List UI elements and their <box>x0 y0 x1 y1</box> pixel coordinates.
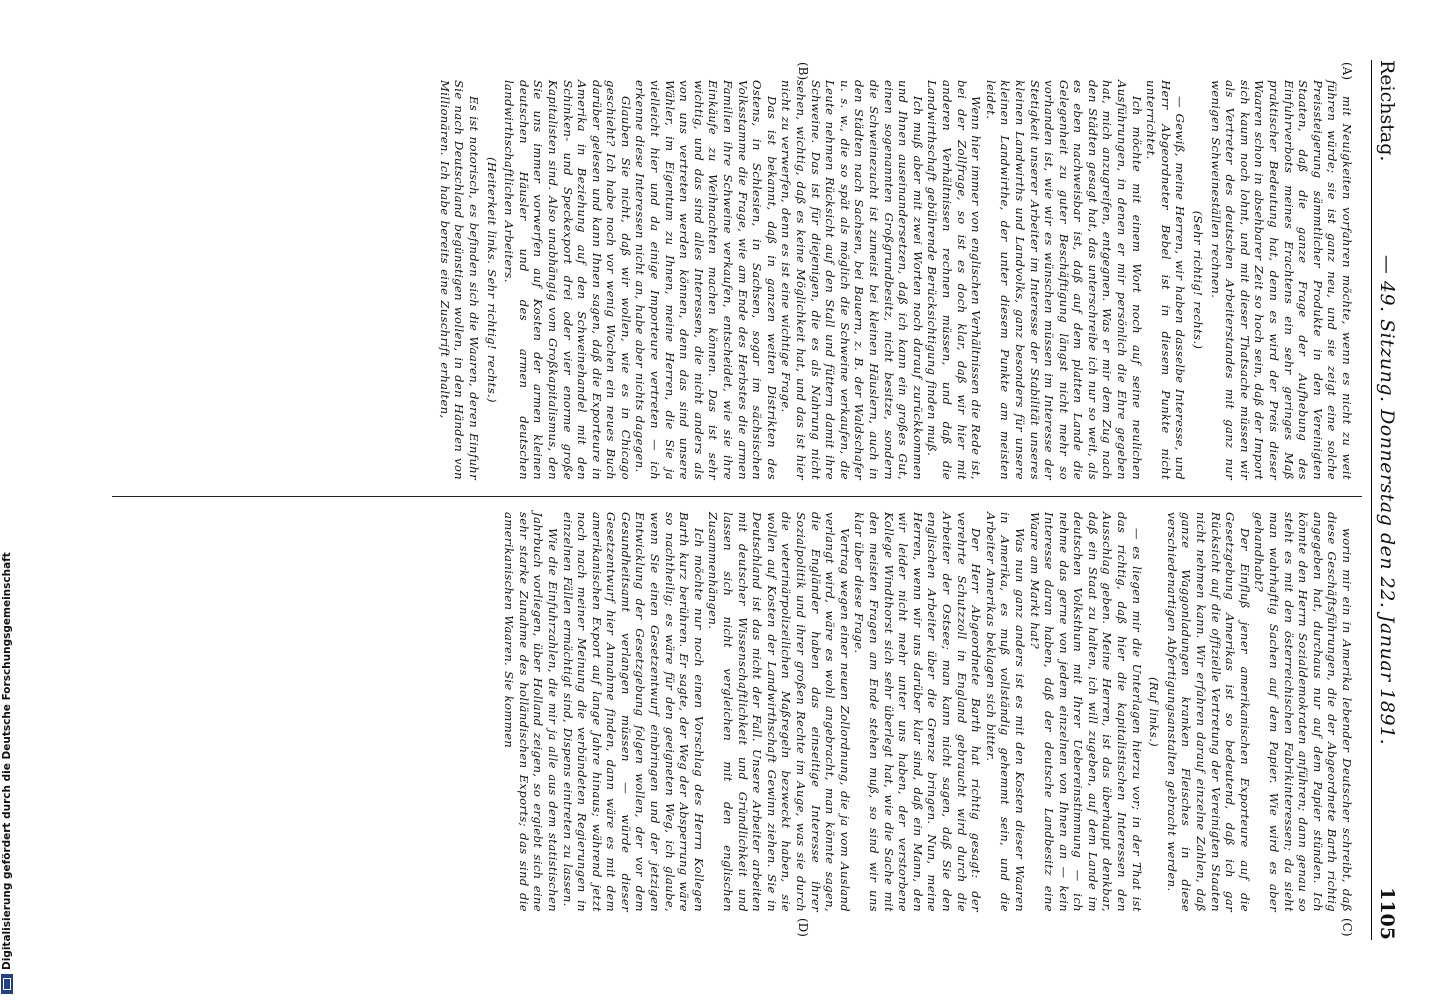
paragraph: Was nun ganz anders ist es mit den Kosten dieser Waaren in Amerika, es muß vollständig gehemmt sein, und die Arbeiter Amerikas beklagen sich bitter. <box>983 512 1027 912</box>
column-divider <box>112 496 1362 497</box>
dfg-logo-mark <box>3 978 11 990</box>
paragraph: — Gewiß, meine Herren, wir haben dasselbe Interesse, und Herr Abgeordneter Bebel ist in diesem Punkte nicht unterrichtet. <box>1144 80 1188 480</box>
header-section: Reichstag. <box>1376 60 1398 162</box>
digitization-note: Digitalisierung gefördert durch die Deutsche Forschungsgemeinschaft <box>1 552 13 970</box>
page-header <box>1371 60 1402 940</box>
paragraph: Vertrag wegen einer neuen Zollordnung, die ja vom Ausland verlangt wird, wäre es wohl angebracht, man könnte sagen, die Engländer haben das einseitige Interesse ihrer Sozialpolitik und ihrer großen Rechte im Auge, was sie durch die veterinärpolizeilichen Maßregeln bezweckt haben, sie wollen auf Kosten der Landwirthschaft Gewinn ziehen. Sie in Deutschland ist das nicht der Fall. Unsere Arbeiter arbeiten mit deutscher Wissenschaftlichkeit und Gründlichkeit und lassen sich nicht vergleichen mit den englischen Zusammenhängen. <box>706 512 852 912</box>
paragraph: Der Einfluß jener amerikanischen Exporteure auf die Gesetzgebung Amerikas ist so bedeutend, daß ich gar Rücksicht auf die offizielle Vertretung der Vereinigten Staaten nicht nehmen kann. Wir erfahren darauf einzelne Zahlen, daß ganze Waggonladungen kranken Fleisches in diese verschiedenartigen Abfertigungsanstalten gebracht werden. <box>1164 512 1252 912</box>
dfg-logo-icon <box>1 974 13 994</box>
margin-mark-a: (A) <box>1340 62 1354 81</box>
margin-mark-c: (C) <box>1340 918 1354 937</box>
footer-strip <box>0 0 14 1000</box>
left-text-column <box>437 80 1354 480</box>
paragraph: Das ist bekannt, daß in ganzen weiten Distrikten des Ostens, in Schlesien, in Sachsen, sogar im sächsischen Volksstamme die Frage, wie am Ende des Herbstes die armen Familien ihre Schweine verkaufen, entscheidet, wie sie ihre Einkäufe zu Weihnachten machen können. Das ist sehr wichtig, und das sind alles Interessen, die nicht anders als von uns vertreten werden können, denn das sind unsere Wähler, im Eigentum zu Ihnen, meine Herren, die Sie ja vielleicht hier und da einige Importeure vertreten — ich erkenne diese Interessen nicht an, habe aber nichts dagegen. <box>633 80 779 480</box>
interjection: (Sehr richtig! rechts.) <box>1191 210 1206 350</box>
header-session: — 49. Sitzung. Donnerstag den 22. Januar 1891. <box>1376 254 1398 746</box>
paragraph: Ich möchte nur noch einen Vorschlag des Herrn Kollegen Barth kurz berühren. Er sagte, der Weg der Absperrung wäre so nachtheilig; es wäre für den geeigneten Weg, ich glaube, wenn Sie einen Gesetzentwurf einbringen und der jetzigen Entwicklung der Gesetzgebung folgen wollen, der vor dem Gesundheitsamt verlangen müssen — würde dieser Gesetzentwurf hier Annahme finden, dann wäre es mit dem amerikanischen Export auf lange Jahre hinaus; während jetzt noch nach meiner Meinung die verbündeten Regierungen in einzelnen Fällen ermächtigt sind, Dispens eintreten zu lassen. <box>560 512 706 912</box>
margin-mark-d: (D) <box>796 918 810 937</box>
paragraph: Ich muß aber mit zwei Worten noch darauf zurückkommen und Ihnen auseinandersetzen, daß ich kann ein großes Gut, einen sogenannten Großgrundbesitz, nicht besitze, sondern die Schweinezucht ist zumeist bei kleinen Häuslern, auch in den Städten nach Sachsen, bei Bauern, z. B. der Waldschafer u. s. w., die so spät als möglich die Schweine verkaufen, die Leute nehmen Rücksicht auf den Stall und füttern damit ihre Schweine. Das ist für diejenigen, die es als Nahrung nicht sehen, wichtig, daß es keine Möglichkeit hat, und das ist hier nicht zu verwerfen, denn es ist eine wichtige Frage. <box>779 80 925 480</box>
paragraph: Wenn hier immer von englischen Verhältnissen die Rede ist, bei der Zollfrage, so ist es doch klar, daß wir hier mit anderen Verhältnissen rechnen müssen, und daß die Landwirthschaft gebührende Berücksichtigung finden muß. <box>925 80 984 480</box>
paragraph: Es ist notorisch, es befinden sich die Waaren, deren Einfuhr Sie nach Deutschland begünstigen wollen, in den Händen von Millionären. Ich habe bereits eine Zuschrift erhalten, <box>437 80 481 480</box>
margin-mark-b: (B) <box>796 62 810 81</box>
paragraph: Glauben Sie nicht, daß wir wollen, wie es in Chicago geschieht? Ich habe noch vor wenig Wochen ein neues Buch darüber gelesen und kann Ihnen sagen, daß die Exporteure in Amerika in Beziehung auf den Schweinehandel mit den Schinken- und Speckexport drei oder vier enorme große Kapitalisten sind. Also unabhängig vom Großkapitalismus, den Sie uns immer vorwerfen auf Kosten der armen kleinen deutschen Häusler und des armen deutschen landwirthschaftlichen Arbeiters. <box>502 80 633 480</box>
page-number: 1105 <box>1376 887 1398 940</box>
right-text-column <box>502 512 1354 912</box>
paragraph: — es liegen mir die Unterlagen hierzu vor; in der That ist das richtig, daß hier die kapitalistischen Interessen den Ausschlag geben. Meine Herren, ist das überhaupt denkbar, daß ein Staat zu halten, ich will zugeben, auf dem Lande im deutschen Volksthum mit Ihrer Uebereinstimmung — ich nehme das gerne von jedem einzelnen von Ihnen an — kein Interesse daran haben, daß der deutsche Landbesitz eine Waare am Markt hat? <box>1027 512 1144 912</box>
paragraph: Ich möchte mit einem Wort noch auf seine neulichen Ausführungen, in denen er mir persönlich die Ehre gegeben hat, mich anzugreifen, entgegnen. Was er mir dem Zug nach den Städten gesagt hat, das unterschreibe ich nur so weit, als es eben nachweisbar ist, daß auf dem platten Lande die Gelegenheit zu guter Beschäftigung längst nicht mehr so vorhanden ist, wie wir es wünschen müssen im Interesse der Stetigkeit unserer Arbeiter im Interesse der Stabilität unseres kleinen Landwirths und Landvolks, ganz besonders für unsere kleinen Landwirthe, der unter diesem Punkte am meisten leidet. <box>983 80 1144 480</box>
paragraph: Der Herr Abgeordnete Barth hat richtig gesagt: der verehrte Schutzzoll in England gebraucht wird durch die Arbeiter der Ostsee; man kann nicht sagen, daß Sie den englischen Arbeiter über die Grenze bringen. Nun, meine Herren, wenn wir uns darüber klar sind, daß ein Mann, den wir leider nicht mehr unter uns haben, der verstorbene Kollege Windthorst sich sehr überlegt hat, wie die Sache mit den meisten Fragen am Ende stehen muß, so sind wir uns klar über diese Frage. <box>852 512 984 912</box>
interjection: (Heiterkeit links. Sehr richtig! rechts.) <box>484 157 499 403</box>
paragraph: Wie die Einfuhrzahlen, die mir ja alle aus dem statistischen Jahrbuch vorliegen, über Holland zeigen, so ergiebt sich eine sehr starke Zunahme des holländischen Exports; das sind die amerikanischen Waaren. Sie kommen <box>502 512 560 912</box>
paragraph: worin mir ein in Amerika lebender Deutscher schreibt, daß diese Geschäftsführungen, die der Abgeordnete Barth richtig angegeben hat, durchaus nur auf dem Papier stünden. Ich könnte den Herrn Sozialdemokraten anführen; dann genau so steht es mit den österreichischen Fabrikinteressen; da sieht man wahrhaftig Sachen auf dem Papier. Wie wird es aber gehandhabt? <box>1252 512 1354 912</box>
paragraph: mit Neuigkeiten vorfahren möchte, wenn es nicht zu weit führen würde; sie ist ganz neu, und sie zeigt eine solche Preissteigerung sämmtlicher Produkte in den Vereinigten Staaten, daß die ganze Frage der Aufhebung des Einfuhrverbots meines Erachtens ein sehr geringes Maß praktischer Bedeutung hat, denn es wird der Preis dieser Waaren schon in absehbarer Zeit so hoch sein, daß der Import sich kaum noch lohnt, und mit dieser Thatsache müssen wir als Vertreter des deutschen Arbeiterstandes mit ganz nur wenigen Schweineställen rechnen. <box>1208 80 1354 480</box>
interjection: (Ruf links.) <box>1147 677 1162 747</box>
